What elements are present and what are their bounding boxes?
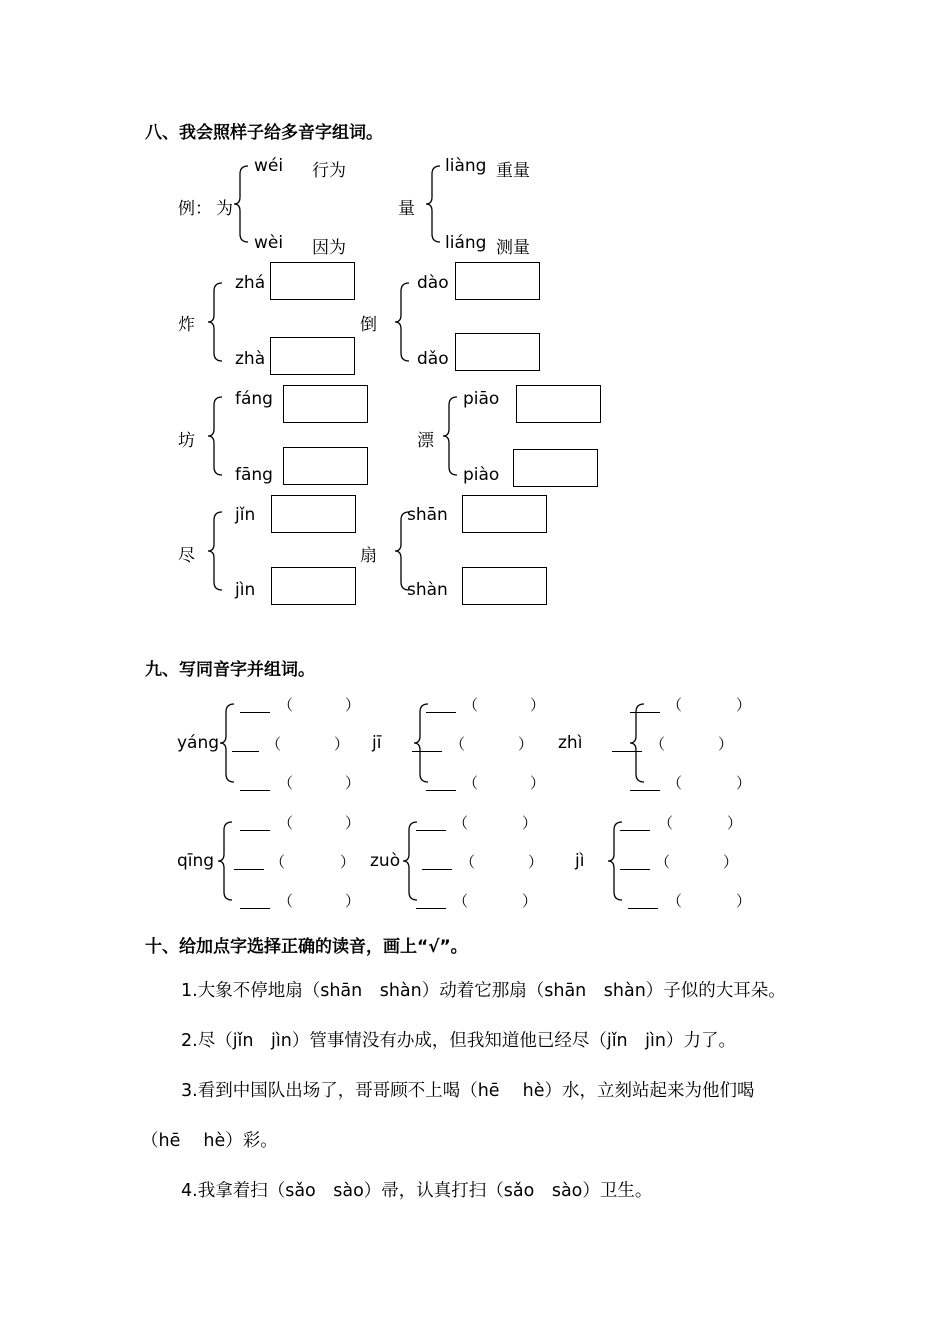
item-jin-bottom-pinyin: jìn: [235, 580, 256, 600]
group-ji1-brace: [412, 702, 432, 784]
group-qing-blank-1[interactable]: [240, 830, 270, 831]
item-jin-char: 尽: [178, 546, 195, 566]
item-fang-bottom-answer-box[interactable]: [283, 447, 368, 485]
section9-title: 九、写同音字并组词。: [145, 660, 315, 680]
item-dao-brace: [393, 281, 413, 363]
group-qing-blank-2[interactable]: [234, 869, 264, 870]
group-yang-paren-open-2: （: [266, 735, 282, 753]
example2-top-pinyin: liàng: [445, 156, 487, 176]
group-qing-paren-open-1: （: [278, 814, 294, 832]
group-zhi-paren-open-2: （: [650, 735, 666, 753]
group-ji1-paren-open-3: （: [463, 774, 479, 792]
group-zuo-pinyin: zuò: [370, 851, 401, 871]
item-jin-brace: [206, 510, 226, 592]
group-zhi-paren-close-3: ）: [736, 774, 752, 792]
group-qing-brace: [216, 820, 236, 902]
group-zhi-pinyin: zhì: [558, 733, 583, 753]
group-zhi-blank-3[interactable]: [630, 790, 660, 791]
sentence-2: 2.尽（jǐn jìn）管事情没有办成，但我知道他已经尽（jǐn jìn）力了。: [181, 1031, 736, 1051]
item-zha-top-pinyin: zhá: [235, 273, 266, 293]
group-ji4-paren-close-1: ）: [727, 814, 743, 832]
item-piao-top-answer-box[interactable]: [516, 385, 601, 423]
group-ji1-blank-1[interactable]: [426, 712, 456, 713]
item-zha-char: 炸: [178, 315, 195, 335]
group-yang-paren-open-3: （: [278, 774, 294, 792]
group-yang-paren-close-2: ）: [334, 735, 350, 753]
group-ji4-paren-close-3: ）: [736, 892, 752, 910]
item-shan-top-pinyin: shān: [407, 505, 448, 525]
section8-title: 八、我会照样子给多音字组词。: [145, 123, 383, 143]
example2-top-word: 重量: [496, 161, 530, 181]
item-fang-char: 坊: [178, 431, 195, 451]
group-ji1-pinyin: jī: [372, 733, 382, 753]
group-ji4-blank-1[interactable]: [620, 830, 650, 831]
group-zuo-brace: [401, 820, 421, 902]
item-dao-top-pinyin: dào: [417, 273, 449, 293]
group-ji1-paren-open-2: （: [450, 735, 466, 753]
example1-bottom-word: 因为: [312, 238, 346, 258]
example2-brace: [424, 164, 444, 244]
group-ji4-brace: [606, 820, 626, 902]
item-piao-top-pinyin: piāo: [463, 389, 500, 409]
group-zhi-blank-2[interactable]: [612, 751, 642, 752]
item-shan-bottom-pinyin: shàn: [407, 580, 448, 600]
group-ji4-paren-open-3: （: [667, 892, 683, 910]
group-zhi-blank-1[interactable]: [630, 712, 660, 713]
item-shan-char: 扇: [360, 546, 377, 566]
sentence-3-continued: （hē hè）彩。: [141, 1131, 278, 1151]
example2-bottom-word: 测量: [496, 238, 530, 258]
item-piao-char: 漂: [417, 431, 434, 451]
item-shan-top-answer-box[interactable]: [462, 495, 547, 533]
sentence-4: 4.我拿着扫（sǎo sào）帚，认真打扫（sǎo sào）卫生。: [181, 1181, 653, 1201]
item-jin-bottom-answer-box[interactable]: [271, 567, 356, 605]
item-dao-bottom-answer-box[interactable]: [455, 333, 540, 371]
group-yang-paren-close-3: ）: [345, 774, 361, 792]
item-zha-bottom-pinyin: zhà: [235, 349, 266, 369]
item-shan-bottom-answer-box[interactable]: [462, 567, 547, 605]
group-ji1-paren-close-1: ）: [530, 696, 546, 714]
group-qing-paren-open-3: （: [278, 892, 294, 910]
item-fang-brace: [206, 395, 226, 477]
group-yang-pinyin: yáng: [177, 733, 220, 753]
group-ji1-blank-3[interactable]: [426, 790, 456, 791]
group-ji4-paren-open-1: （: [658, 814, 674, 832]
example1-top-word: 行为: [312, 161, 346, 181]
group-yang-paren-close-1: ）: [345, 696, 361, 714]
group-yang-blank-1[interactable]: [240, 712, 270, 713]
item-fang-top-pinyin: fáng: [235, 389, 273, 409]
group-qing-pinyin: qīng: [177, 851, 215, 871]
group-zuo-blank-1[interactable]: [416, 830, 446, 831]
item-zha-bottom-answer-box[interactable]: [270, 337, 355, 375]
example1-top-pinyin: wéi: [254, 156, 284, 176]
group-ji4-blank-2[interactable]: [620, 869, 650, 870]
group-ji1-paren-close-2: ）: [518, 735, 534, 753]
group-ji4-pinyin: jì: [575, 851, 585, 871]
item-zha-brace: [206, 281, 226, 363]
item-zha-top-answer-box[interactable]: [270, 262, 355, 300]
group-zuo-blank-3[interactable]: [416, 908, 446, 909]
item-fang-bottom-pinyin: fāng: [235, 465, 273, 485]
example2-char: 量: [398, 199, 415, 219]
group-ji1-paren-open-1: （: [463, 696, 479, 714]
group-ji4-paren-open-2: （: [655, 853, 671, 871]
group-zuo-paren-close-2: ）: [528, 853, 544, 871]
group-zuo-paren-close-3: ）: [522, 892, 538, 910]
item-piao-bottom-pinyin: piào: [463, 465, 500, 485]
item-dao-char: 倒: [360, 315, 377, 335]
group-zuo-paren-open-2: （: [460, 853, 476, 871]
group-zhi-paren-close-1: ）: [736, 696, 752, 714]
item-dao-top-answer-box[interactable]: [455, 262, 540, 300]
group-yang-paren-open-1: （: [278, 696, 294, 714]
item-fang-top-answer-box[interactable]: [283, 385, 368, 423]
group-qing-paren-close-2: ）: [340, 853, 356, 871]
example1-brace: [232, 164, 252, 244]
item-piao-bottom-answer-box[interactable]: [513, 449, 598, 487]
item-piao-brace: [441, 395, 461, 477]
group-qing-paren-close-3: ）: [345, 892, 361, 910]
group-zhi-paren-open-3: （: [667, 774, 683, 792]
example1-bottom-pinyin: wèi: [254, 233, 284, 253]
group-zhi-paren-open-1: （: [667, 696, 683, 714]
group-yang-brace: [218, 702, 238, 784]
group-ji4-blank-3[interactable]: [628, 908, 658, 909]
group-ji1-paren-close-3: ）: [530, 774, 546, 792]
group-yang-blank-3[interactable]: [240, 790, 270, 791]
group-qing-paren-open-2: （: [270, 853, 286, 871]
group-ji4-paren-close-2: ）: [723, 853, 739, 871]
item-dao-bottom-pinyin: dǎo: [417, 349, 449, 369]
group-zuo-paren-open-3: （: [453, 892, 469, 910]
group-zhi-paren-close-2: ）: [718, 735, 734, 753]
sentence-3: 3.看到中国队出场了，哥哥顾不上喝（hē hè）水，立刻站起来为他们喝: [181, 1081, 755, 1101]
section10-title: 十、给加点字选择正确的读音，画上“√”。: [145, 937, 468, 957]
group-qing-blank-3[interactable]: [240, 908, 270, 909]
example-prefix: 例：: [178, 199, 212, 219]
group-yang-blank-2[interactable]: [232, 751, 259, 752]
group-ji1-blank-2[interactable]: [412, 751, 442, 752]
example1-char: 为: [216, 199, 233, 219]
group-zhi-brace: [628, 702, 648, 784]
group-zuo-paren-close-1: ）: [522, 814, 538, 832]
group-zuo-paren-open-1: （: [453, 814, 469, 832]
sentence-1: 1.大象不停地扇（shān shàn）动着它那扇（shān shàn）子似的大耳朵。: [181, 981, 786, 1001]
example2-bottom-pinyin: liáng: [445, 233, 487, 253]
group-zuo-blank-2[interactable]: [422, 869, 452, 870]
item-jin-top-answer-box[interactable]: [271, 495, 356, 533]
group-qing-paren-close-1: ）: [345, 814, 361, 832]
item-jin-top-pinyin: jǐn: [235, 505, 256, 525]
